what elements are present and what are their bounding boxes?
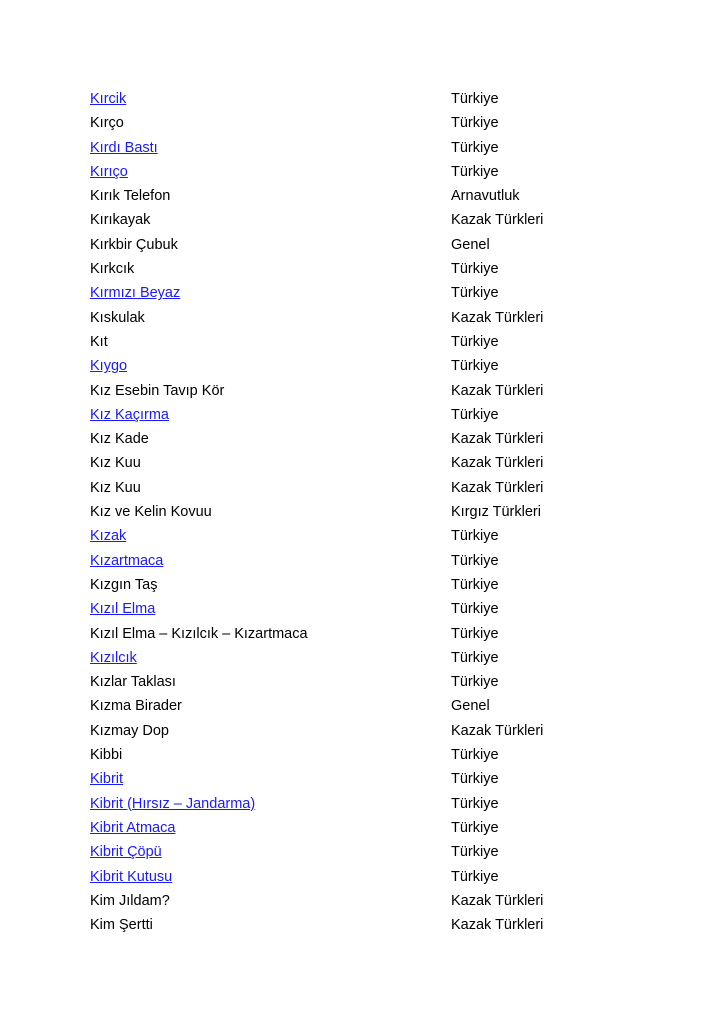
game-region: Kazak Türkleri — [451, 917, 544, 934]
game-name: Kızıl Elma – Kızılcık – Kızartmaca — [90, 625, 308, 642]
game-region: Türkiye — [451, 528, 499, 545]
game-name: Kırkbir Çubuk — [90, 236, 178, 253]
game-name: Kırço — [90, 115, 124, 132]
game-name: Kızlar Taklası — [90, 674, 176, 691]
list-item — [90, 767, 650, 791]
list-item — [90, 403, 650, 427]
list-item — [90, 549, 650, 573]
list-item — [90, 816, 650, 840]
game-name-link[interactable]: Kibrit — [90, 771, 124, 788]
game-region: Kırgız Türkleri — [451, 504, 541, 521]
list-item — [90, 865, 650, 889]
game-region: Kazak Türkleri — [451, 479, 544, 496]
game-region: Türkiye — [451, 649, 499, 666]
list-item — [90, 646, 650, 670]
list-item — [90, 87, 650, 111]
game-name: Kibbi — [90, 747, 123, 764]
game-name: Kıskulak — [90, 309, 145, 326]
list-item — [90, 330, 650, 354]
game-region: Türkiye — [451, 358, 499, 375]
game-name-link[interactable]: Kırdı Bastı — [90, 139, 158, 156]
list-item — [90, 208, 650, 232]
list-item — [90, 379, 650, 403]
list-item — [90, 306, 650, 330]
game-name-link[interactable]: Kızak — [90, 528, 127, 545]
list-item — [90, 597, 650, 621]
game-region: Genel — [451, 698, 490, 715]
game-name-link[interactable]: Kızıl Elma — [90, 601, 156, 618]
list-item — [90, 913, 650, 937]
game-name-link[interactable]: Kibrit Çöpü — [90, 844, 162, 861]
game-name: Kız Kuu — [90, 455, 141, 472]
game-region: Arnavutluk — [451, 188, 520, 205]
game-name: Kırkcık — [90, 261, 135, 278]
game-region: Türkiye — [451, 601, 499, 618]
game-name: Kızgın Taş — [90, 576, 158, 593]
game-region: Türkiye — [451, 771, 499, 788]
game-name-link[interactable]: Kibrit (Hırsız – Jandarma) — [90, 795, 256, 812]
game-region: Kazak Türkleri — [451, 722, 544, 739]
game-region: Genel — [451, 236, 490, 253]
game-region: Türkiye — [451, 674, 499, 691]
list-item — [90, 233, 650, 257]
list-item — [90, 111, 650, 135]
game-name: Kız Kade — [90, 431, 149, 448]
list-item — [90, 792, 650, 816]
game-name-link[interactable]: Kızartmaca — [90, 552, 164, 569]
list-item — [90, 719, 650, 743]
list-item — [90, 451, 650, 475]
list-item — [90, 524, 650, 548]
game-name-link[interactable]: Kız Kaçırma — [90, 406, 169, 423]
game-name-link[interactable]: Kibrit Atmaca — [90, 819, 176, 836]
list-item — [90, 281, 650, 305]
game-region: Türkiye — [451, 163, 499, 180]
game-region: Kazak Türkleri — [451, 892, 544, 909]
list-item — [90, 889, 650, 913]
game-region: Türkiye — [451, 576, 499, 593]
game-region: Türkiye — [451, 844, 499, 861]
list-item — [90, 694, 650, 718]
game-region: Kazak Türkleri — [451, 382, 544, 399]
game-name-link[interactable]: Kıygo — [90, 358, 128, 375]
game-region: Türkiye — [451, 91, 499, 107]
game-region: Türkiye — [451, 819, 499, 836]
game-region: Türkiye — [451, 795, 499, 812]
game-region: Türkiye — [451, 625, 499, 642]
game-name: Kız Kuu — [90, 479, 141, 496]
game-region: Kazak Türkleri — [451, 431, 544, 448]
list-item — [90, 500, 650, 524]
game-region: Türkiye — [451, 552, 499, 569]
game-region: Kazak Türkleri — [451, 455, 544, 472]
game-name: Kim Jıldam? — [90, 892, 170, 909]
list-item — [90, 160, 650, 184]
game-region: Kazak Türkleri — [451, 212, 544, 229]
game-region: Türkiye — [451, 285, 499, 302]
game-name: Kırık Telefon — [90, 188, 171, 205]
game-region: Türkiye — [451, 139, 499, 156]
game-name-link[interactable]: Kırıço — [90, 163, 128, 180]
list-item — [90, 476, 650, 500]
game-region: Türkiye — [451, 115, 499, 132]
list-item — [90, 573, 650, 597]
list-item — [90, 257, 650, 281]
game-name: Kıt — [90, 333, 108, 350]
list-item — [90, 840, 650, 864]
game-name: Kız Esebin Tavıp Kör — [90, 382, 225, 399]
list-item — [90, 136, 650, 160]
list-item — [90, 622, 650, 646]
list-item — [90, 427, 650, 451]
game-name-link[interactable]: Kırcik — [90, 91, 127, 107]
list-item — [90, 670, 650, 694]
game-list — [90, 87, 650, 937]
list-item — [90, 184, 650, 208]
game-region: Türkiye — [451, 406, 499, 423]
list-item — [90, 743, 650, 767]
game-region: Türkiye — [451, 747, 499, 764]
game-name-link[interactable]: Kırmızı Beyaz — [90, 285, 181, 302]
game-region: Kazak Türkleri — [451, 309, 544, 326]
game-name-link[interactable]: Kızılcık — [90, 649, 137, 666]
list-item — [90, 354, 650, 378]
game-region: Türkiye — [451, 261, 499, 278]
game-name-link[interactable]: Kibrit Kutusu — [90, 868, 173, 885]
game-region: Türkiye — [451, 868, 499, 885]
game-region: Türkiye — [451, 333, 499, 350]
game-name: Kız ve Kelin Kovuu — [90, 504, 212, 521]
game-name: Kim Şertti — [90, 917, 153, 934]
game-name: Kırıkayak — [90, 212, 151, 229]
game-name: Kızmay Dop — [90, 722, 169, 739]
game-name: Kızma Birader — [90, 698, 182, 715]
